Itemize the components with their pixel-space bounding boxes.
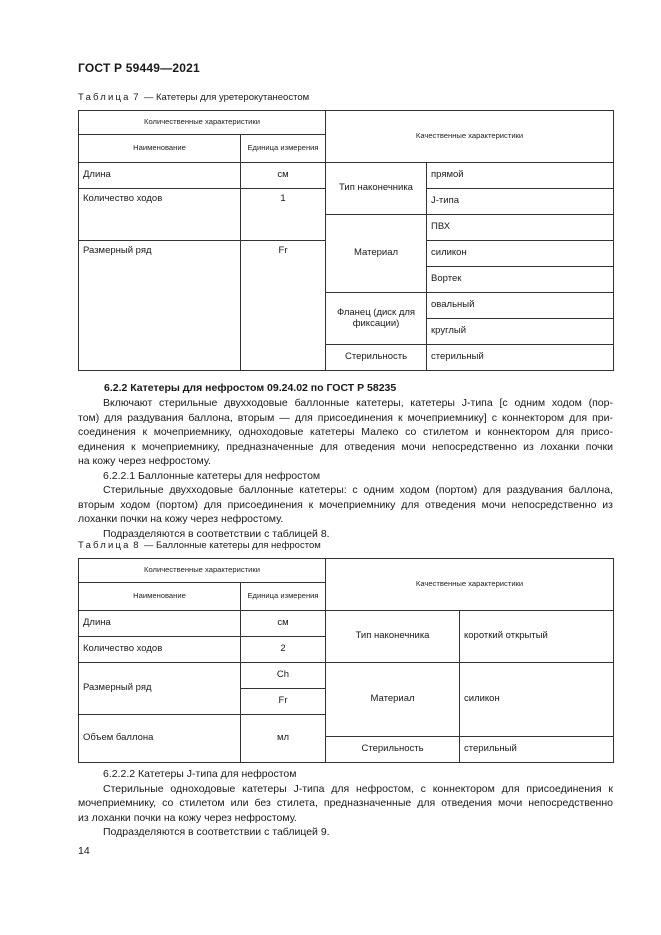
quant-name: Количество ходов xyxy=(79,637,241,663)
name-header: Наименование xyxy=(79,583,241,611)
text-line: лоханки почки на кожу через нефростому. xyxy=(78,513,284,525)
text-line: мочеприемнику, со стилетом или без стилета, предназначенные для отведения мочи непосредственно xyxy=(78,797,613,809)
material-value: силикон xyxy=(427,241,614,267)
material-label: Материал xyxy=(326,663,460,737)
table8-caption-word: Таблица xyxy=(78,540,131,551)
tip-value: J-типа xyxy=(427,189,614,215)
table8-caption-text: — Баллонные катетеры для нефростом xyxy=(143,540,321,551)
sterility-label: Стерильность xyxy=(326,737,460,763)
section-heading: 6.2.2 Катетеры для нефростом 09.24.02 по ГОСТ Р 58235 xyxy=(104,382,397,394)
quant-unit: Ch xyxy=(241,663,326,689)
sterility-value: стерильный xyxy=(427,345,614,371)
quant-unit: 1 xyxy=(241,189,326,241)
flange-label: Фланец (диск для фиксации) xyxy=(326,293,427,345)
text-line: том) для раздувания баллона, вторым — для присоединения к мочеприемнику] с коннектором для при- xyxy=(78,411,613,424)
sterility-value: стерильный xyxy=(460,737,614,763)
quant-name: Количество ходов xyxy=(79,189,241,241)
quant-unit: 2 xyxy=(241,637,326,663)
subsection-heading: 6.2.2.2 Катетеры J-типа для нефростом xyxy=(103,768,297,780)
table-7 xyxy=(78,110,614,371)
name-header: Наименование xyxy=(79,135,241,163)
material-label: Материал xyxy=(326,215,427,293)
table-8 xyxy=(78,558,614,763)
subsection-heading: 6.2.2.1 Баллонные катетеры для нефростом xyxy=(103,469,321,482)
quant-unit: мл xyxy=(241,715,326,763)
flange-value: овальный xyxy=(427,293,614,319)
tip-label: Тип наконечника xyxy=(326,163,427,215)
material-value: ПВХ xyxy=(427,215,614,241)
quant-name: Длина xyxy=(79,163,241,189)
qual-header: Качественные характеристики xyxy=(326,111,614,163)
quant-unit: см xyxy=(241,611,326,637)
text-line: Стерильные двухходовые баллонные катетеры: с одним ходом (портом) для раздувания баллона, xyxy=(103,484,613,496)
table8-caption-number: 8 xyxy=(133,540,139,551)
quant-unit: Fr xyxy=(241,689,326,715)
text-line: Стерильные одноходовые катетеры J-типа для нефростом, с коннектором для присоединения к xyxy=(103,782,613,795)
tip-value: короткий открытый xyxy=(460,611,614,663)
text-line: Включают стерильные двухходовые баллонные катетеры, катетеры J-типа [с одним ходом (пор- xyxy=(103,397,613,409)
quant-unit: Fr xyxy=(241,241,326,371)
text-line: из лоханки почки на кожу через нефростому. xyxy=(78,811,297,824)
tip-value: прямой xyxy=(427,163,614,189)
table7-caption xyxy=(78,92,309,103)
material-value: Вортек xyxy=(427,267,614,293)
unit-header: Единица измерения xyxy=(241,135,326,163)
quant-unit: см xyxy=(241,163,326,189)
text-line: вторым ходом (портом) для присоединения к мочеприемнику для отведения мочи непосредственно из xyxy=(78,498,613,511)
table7-caption-word: Таблица xyxy=(78,92,131,103)
table-reference: Подразделяются в соответствии с таблицей 8. xyxy=(103,527,330,540)
flange-value: круглый xyxy=(427,319,614,345)
material-value: силикон xyxy=(460,663,614,737)
document-code: ГОСТ Р 59449—2021 xyxy=(78,61,200,75)
table8-caption xyxy=(78,540,321,551)
page-number: 14 xyxy=(78,845,90,857)
sterility-label: Стерильность xyxy=(326,345,427,371)
table7-caption-text: — Катетеры для уретерокутанеостом xyxy=(143,92,310,103)
unit-header: Единица измерения xyxy=(241,583,326,611)
qual-header: Качественные характеристики xyxy=(326,559,614,611)
quant-name: Размерный ряд xyxy=(79,663,241,715)
text-line: единения к мочеприемнику, предназначенные для отведения мочи непосредственно из лоханки почки xyxy=(78,440,613,453)
section-6222-body xyxy=(78,767,613,840)
table-reference: Подразделяются в соответствии с таблицей 9. xyxy=(103,826,330,838)
quant-name: Размерный ряд xyxy=(79,241,241,371)
quant-name: Длина xyxy=(79,611,241,637)
table7-caption-number: 7 xyxy=(133,92,139,103)
text-line: соединения к мочеприемнику, одноходовые катетеры Малеко со стилетом и коннектором для присо- xyxy=(78,426,613,438)
quant-name: Объем баллона xyxy=(79,715,241,763)
section-622-body xyxy=(78,396,613,541)
quant-header: Количественные характеристики xyxy=(79,111,326,135)
quant-header: Количественные характеристики xyxy=(79,559,326,583)
text-line: на кожу через нефростому. xyxy=(78,455,211,467)
tip-label: Тип наконечника xyxy=(326,611,460,663)
